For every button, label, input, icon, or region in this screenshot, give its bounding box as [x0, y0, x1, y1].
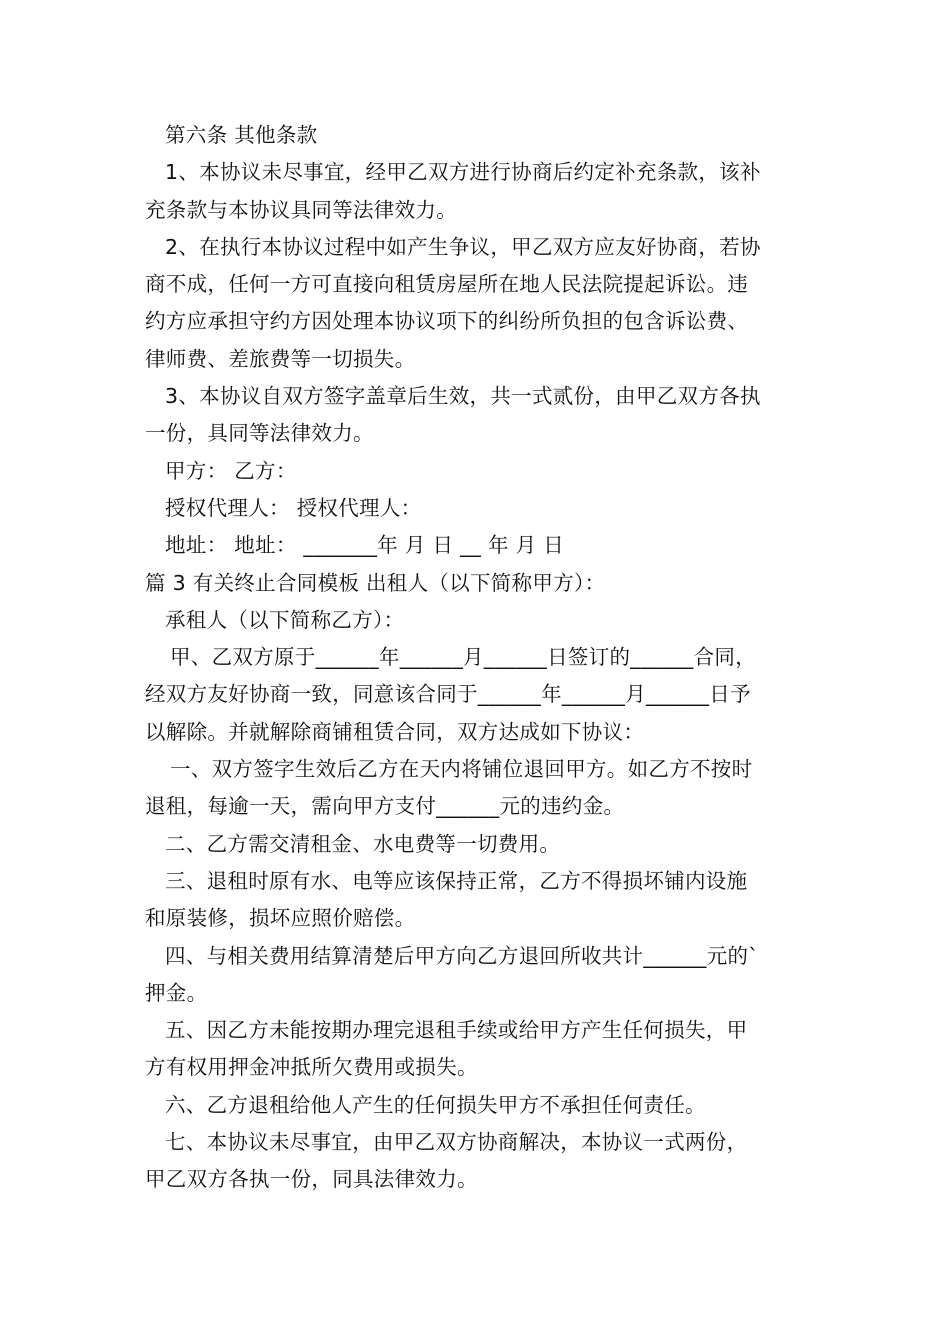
paragraph-line: 四、与相关费用结算清楚后甲方向乙方退回所收共计______元的`: [165, 943, 759, 968]
signature-address-line: 地址： 地址： _______年 月 日 __ 年 月 日: [165, 533, 565, 558]
paragraph-line: 二、乙方需交清租金、水电费等一切费用。: [165, 831, 561, 856]
paragraph-line: 3、本协议自双方签字盖章后生效，共一式贰份，由甲乙双方各执: [165, 384, 761, 409]
paragraph-line: 五、因乙方未能按期办理完退租手续或给甲方产生任何损失，甲: [165, 1018, 748, 1043]
paragraph-line: 一份，具同等法律效力。: [145, 421, 374, 446]
paragraph-line: 以解除。并就解除商铺租赁合同，双方达成如下协议：: [145, 719, 645, 744]
paragraph-line: 经双方友好协商一致，同意该合同于______年______月______日予: [145, 682, 751, 707]
paragraph-line: 甲乙双方各执一份，同具法律效力。: [145, 1167, 478, 1192]
paragraph-line: 承租人（以下简称乙方）：: [165, 607, 405, 632]
paragraph-line: 商不成，任何一方可直接向租赁房屋所在地人民法院提起诉讼。违: [145, 272, 749, 297]
paragraph-line: 和原装修，损坏应照价赔偿。: [145, 906, 416, 931]
document-body: [145, 117, 815, 1199]
paragraph-line: 六、乙方退租给他人产生的任何损失甲方不承担任何责任。: [165, 1092, 706, 1117]
template-heading: 篇 3 有关终止合同模板 出租人（以下简称甲方）：: [145, 570, 606, 595]
signature-agent-line: 授权代理人： 授权代理人：: [165, 495, 422, 520]
paragraph-line: 1、本协议未尽事宜，经甲乙双方进行协商后约定补充条款，该补: [165, 160, 761, 185]
signature-party-line: 甲方： 乙方：: [165, 458, 297, 483]
paragraph-line: 约方应承担守约方因处理本协议项下的纠纷所负担的包含诉讼费、: [145, 309, 749, 334]
paragraph-line: 甲、乙双方原于______年______月______日签订的______合同，: [170, 645, 756, 670]
paragraph-line: 三、退租时原有水、电等应该保持正常，乙方不得损坏铺内设施: [165, 868, 748, 893]
section-heading: 第六条 其他条款: [165, 123, 318, 147]
paragraph-line: 律师费、差旅费等一切损失。: [145, 346, 416, 371]
paragraph-line: 退租，每逾一天，需向甲方支付______元的违约金。: [145, 794, 625, 819]
paragraph-line: 七、本协议未尽事宜，由甲乙双方协商解决，本协议一式两份，: [165, 1130, 748, 1155]
paragraph-line: 充条款与本协议具同等法律效力。: [145, 197, 457, 222]
paragraph-line: 一、双方签字生效后乙方在天内将铺位退回甲方。如乙方不按时: [170, 757, 753, 782]
paragraph-line: 2、在执行本协议过程中如产生争议，甲乙双方应友好协商，若协: [165, 234, 761, 259]
paragraph-line: 方有权用押金冲抵所欠费用或损失。: [145, 1055, 478, 1080]
paragraph-line: 押金。: [145, 980, 208, 1005]
